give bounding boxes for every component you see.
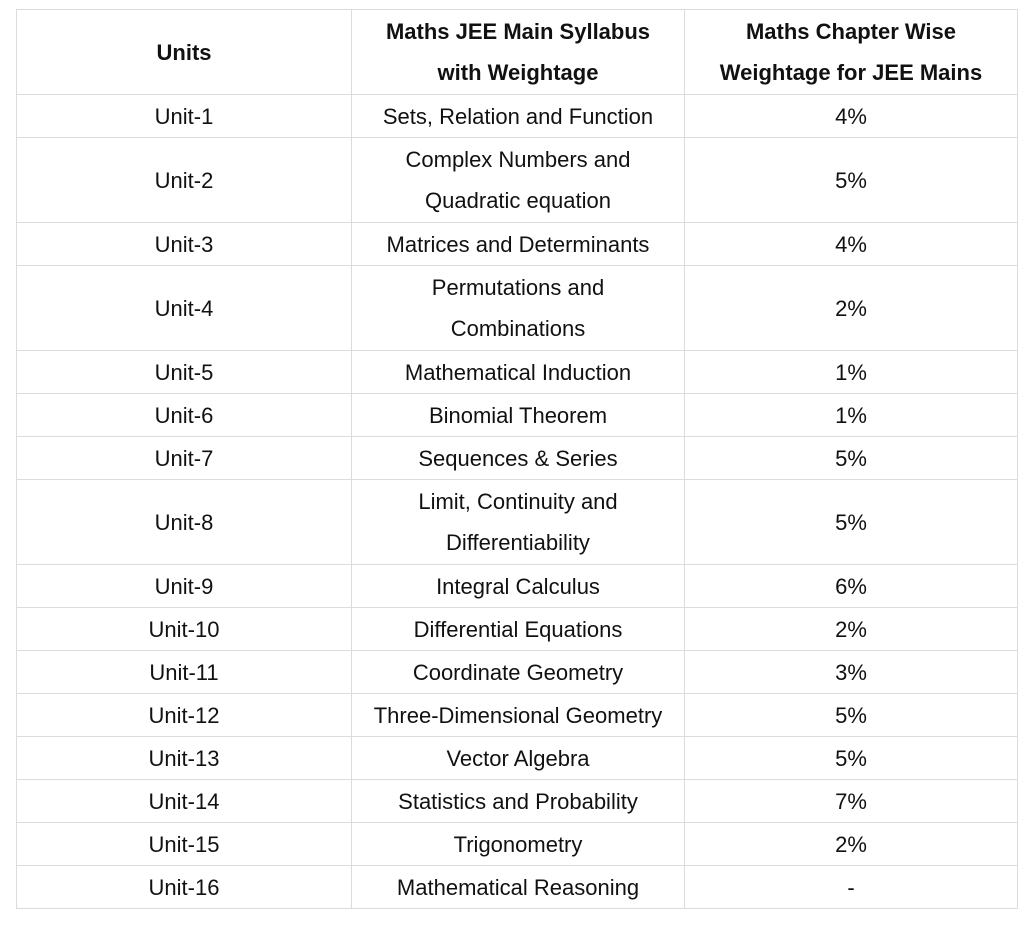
unit-cell: Unit-13 (17, 737, 352, 780)
topic-cell: Mathematical Reasoning (352, 866, 685, 909)
topic-cell: Vector Algebra (352, 737, 685, 780)
unit-cell: Unit-6 (17, 394, 352, 437)
weightage-cell: 1% (685, 351, 1018, 394)
table-row (17, 394, 1018, 437)
weightage-cell: 7% (685, 780, 1018, 823)
topic-cell: Matrices and Determinants (352, 223, 685, 266)
table-header-row (17, 10, 1018, 95)
weightage-cell: - (685, 866, 1018, 909)
topic-cell: Trigonometry (352, 823, 685, 866)
table-row (17, 437, 1018, 480)
unit-cell: Unit-10 (17, 608, 352, 651)
topic-cell: Differential Equations (352, 608, 685, 651)
unit-cell: Unit-12 (17, 694, 352, 737)
topic-cell: Permutations and Combinations (352, 266, 685, 351)
weightage-cell: 2% (685, 823, 1018, 866)
unit-cell: Unit-15 (17, 823, 352, 866)
table-row (17, 608, 1018, 651)
unit-cell: Unit-1 (17, 95, 352, 138)
unit-cell: Unit-7 (17, 437, 352, 480)
weightage-cell: 3% (685, 651, 1018, 694)
table-row (17, 95, 1018, 138)
topic-cell: Sequences & Series (352, 437, 685, 480)
table-row (17, 480, 1018, 565)
topic-cell: Coordinate Geometry (352, 651, 685, 694)
table-row (17, 138, 1018, 223)
unit-cell: Unit-5 (17, 351, 352, 394)
topic-cell: Statistics and Probability (352, 780, 685, 823)
table-row (17, 266, 1018, 351)
topic-cell: Sets, Relation and Function (352, 95, 685, 138)
weightage-cell: 5% (685, 737, 1018, 780)
weightage-cell: 2% (685, 266, 1018, 351)
header-units: Units (17, 10, 352, 95)
weightage-cell: 5% (685, 480, 1018, 565)
table-row (17, 780, 1018, 823)
weightage-cell: 2% (685, 608, 1018, 651)
table-row (17, 651, 1018, 694)
topic-cell: Mathematical Induction (352, 351, 685, 394)
unit-cell: Unit-3 (17, 223, 352, 266)
unit-cell: Unit-2 (17, 138, 352, 223)
weightage-cell: 4% (685, 95, 1018, 138)
table-row (17, 823, 1018, 866)
table-row (17, 866, 1018, 909)
unit-cell: Unit-16 (17, 866, 352, 909)
topic-cell: Binomial Theorem (352, 394, 685, 437)
weightage-cell: 1% (685, 394, 1018, 437)
header-weightage: Maths Chapter Wise Weightage for JEE Mains (685, 10, 1018, 95)
unit-cell: Unit-9 (17, 565, 352, 608)
topic-cell: Complex Numbers and Quadratic equation (352, 138, 685, 223)
unit-cell: Unit-8 (17, 480, 352, 565)
table-row (17, 694, 1018, 737)
weightage-cell: 5% (685, 138, 1018, 223)
table-row (17, 737, 1018, 780)
syllabus-weightage-table (16, 9, 1018, 909)
topic-cell: Limit, Continuity and Differentiability (352, 480, 685, 565)
table-row (17, 565, 1018, 608)
table-row (17, 223, 1018, 266)
weightage-cell: 6% (685, 565, 1018, 608)
table-row (17, 351, 1018, 394)
weightage-cell: 4% (685, 223, 1018, 266)
unit-cell: Unit-14 (17, 780, 352, 823)
weightage-cell: 5% (685, 694, 1018, 737)
header-syllabus: Maths JEE Main Syllabus with Weightage (352, 10, 685, 95)
topic-cell: Integral Calculus (352, 565, 685, 608)
topic-cell: Three-Dimensional Geometry (352, 694, 685, 737)
weightage-cell: 5% (685, 437, 1018, 480)
unit-cell: Unit-4 (17, 266, 352, 351)
unit-cell: Unit-11 (17, 651, 352, 694)
